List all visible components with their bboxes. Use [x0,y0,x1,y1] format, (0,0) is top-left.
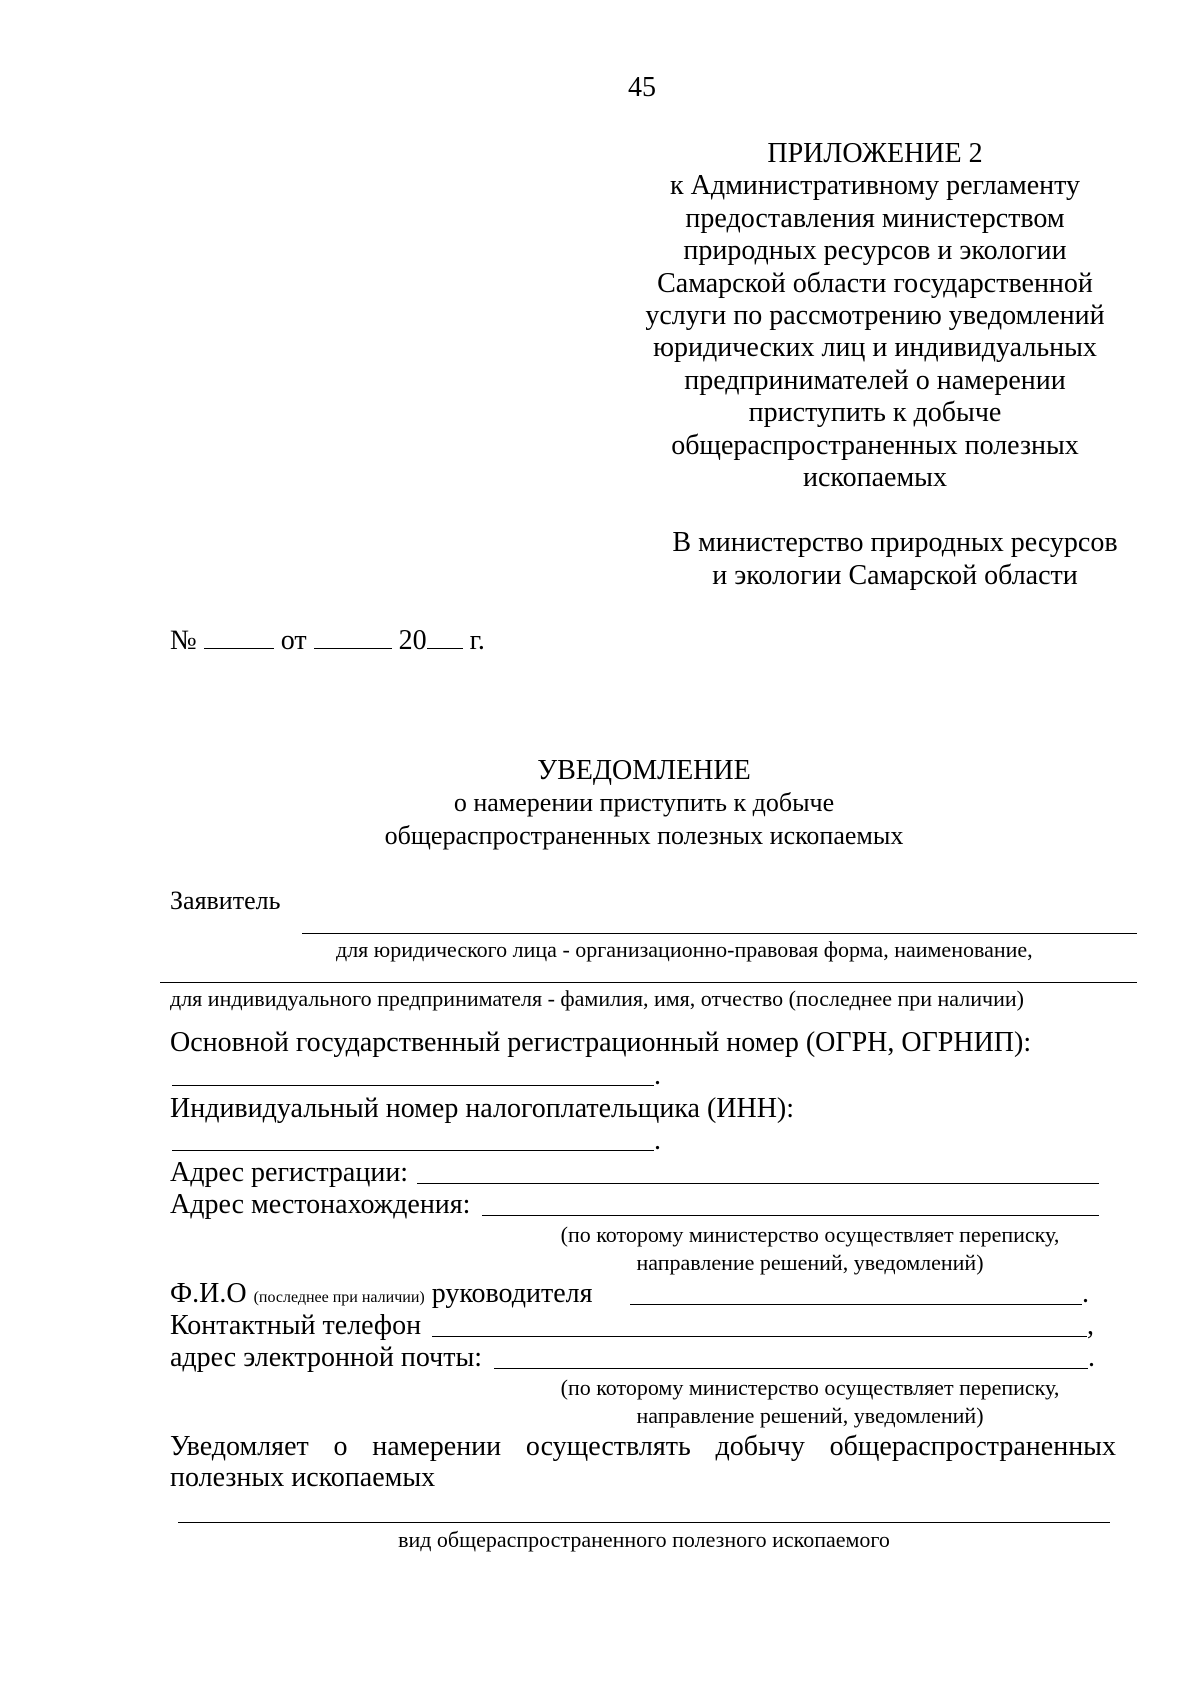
applicant-name-line-2[interactable] [160,982,1137,983]
applicant-name-line[interactable] [302,933,1137,934]
appendix-line: предоставления министерством [685,202,1065,234]
addressee-line-2: и экологии Самарской области [712,560,1078,591]
reg-address-label: Адрес регистрации: [170,1157,409,1188]
notice-subtitle-1: о намерении приступить к добыче [453,788,835,817]
appendix-line: природных ресурсов и экологии [683,235,1067,267]
email-period: . [1088,1342,1095,1373]
fio-field-line[interactable] [630,1304,1082,1305]
number-sign: № [170,625,197,656]
appendix-line: ископаемых [803,461,947,493]
fio-label-main: Ф.И.О [170,1278,247,1309]
mineral-type-hint: вид общераспространенного полезного ископаемого [398,1527,890,1552]
notice-title: УВЕДОМЛЕНИЕ [537,755,751,786]
appendix-line: общераспространенных полезных [671,429,1079,461]
appendix-line: юридических лиц и индивидуальных [653,332,1097,364]
fio-label-small: (последнее при наличии) [253,1289,425,1306]
phone-field-line[interactable] [432,1336,1087,1337]
hint-correspondence-2: направление решений, уведомлений) [636,1250,984,1275]
ogrn-label: Основной государственный регистрационный номер (ОГРН, ОГРНИП): [170,1027,1032,1058]
hint-legal-entity: для юридического лица - организационно-правовая форма, наименование, [336,937,1033,962]
hint-correspondence-1: (по которому министерство осуществляет переписку, [560,1222,1060,1247]
hint-individual: для индивидуального предпринимателя - фамилия, имя, отчество (последнее при наличии) [170,986,1024,1011]
notify-statement-line-2: полезных ископаемых [170,1462,436,1493]
year-prefix: 20 [398,625,427,656]
fio-period: . [1082,1278,1089,1309]
fio-label-rest: руководителя [431,1278,593,1309]
appendix-title: ПРИЛОЖЕНИЕ 2 [767,138,983,169]
inn-period: . [654,1125,661,1156]
date-blank[interactable] [314,626,392,649]
phone-label: Контактный телефон [170,1310,422,1341]
year-suffix: г. [469,625,485,656]
number-blank[interactable] [204,626,274,649]
notify-statement-line-1: Уведомляет о намерении осуществлять добычу общераспространенных [170,1431,1116,1462]
inn-label: Индивидуальный номер налогоплательщика (ИНН): [170,1093,795,1124]
from-label: от [280,625,307,656]
applicant-label: Заявитель [170,886,281,915]
year-blank[interactable] [427,626,463,649]
appendix-line: Самарской области государственной [657,267,1093,299]
email-label: адрес электронной почты: [170,1342,483,1373]
appendix-line: предпринимателей о намерении [684,364,1066,396]
page-number: 45 [628,72,656,103]
number-date-line [170,625,485,657]
appendix-line: приступить к добыче [748,397,1002,429]
appendix-line: к Административному регламенту [670,170,1080,202]
appendix-line: услуги по рассмотрению уведомлений [645,299,1105,331]
location-address-field-line[interactable] [482,1215,1099,1216]
reg-address-field-line[interactable] [417,1183,1099,1184]
addressee-line-1: В министерство природных ресурсов [672,527,1118,558]
ogrn-field-line[interactable] [172,1085,654,1086]
email-field-line[interactable] [494,1368,1088,1369]
notice-subtitle-2: общераспространенных полезных ископаемых [384,821,904,850]
ogrn-period: . [654,1060,661,1091]
inn-field-line[interactable] [172,1150,654,1151]
hint-correspondence-4: направление решений, уведомлений) [636,1403,984,1428]
location-address-label: Адрес местонахождения: [170,1189,471,1220]
hint-correspondence-3: (по которому министерство осуществляет переписку, [560,1375,1060,1400]
appendix-block [610,138,1140,494]
mineral-type-field-line[interactable] [178,1522,1110,1523]
phone-comma: , [1087,1310,1094,1341]
fio-label [170,1278,593,1314]
